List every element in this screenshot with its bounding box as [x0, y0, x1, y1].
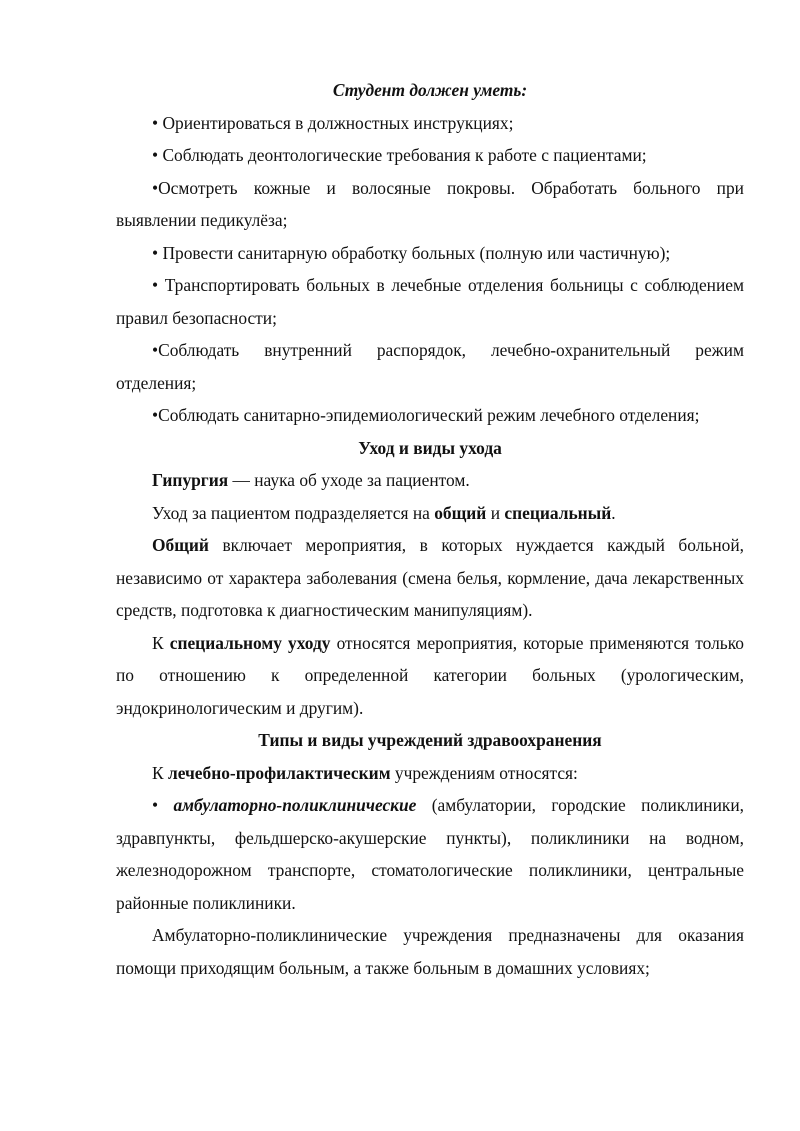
bullet-icon: •	[152, 405, 159, 425]
general-care-paragraph: Общий включает мероприятия, в которых нуждается каждый больной, независимо от характера заболевания (смена белья, кормление, дача лекарственных средств, подготовка к диагностическим манипуляциям).	[116, 535, 744, 620]
skill-item: •Соблюдать санитарно-эпидемиологический режим лечебного отделения;	[152, 405, 700, 425]
special-care-paragraph: К специальному уходу относятся мероприятия, которые применяются только по отношению к определенной категории больных (урологическим, эндокринологическим и другим).	[116, 632, 744, 718]
care-division: Уход за пациентом подразделяется на общий и специальный.	[152, 502, 616, 523]
skill-item: •Соблюдать внутренний распорядок, лечебно-охранительный режим отделения;	[116, 340, 744, 393]
skill-item: • Соблюдать деонтологические требования к работе с пациентами;	[152, 145, 647, 165]
institutions-heading: Типы и виды учреждений здравоохранения	[258, 730, 602, 750]
skill-item: • Провести санитарную обработку больных (полную или частичную);	[152, 242, 671, 263]
care-heading: Уход и виды ухода	[358, 437, 502, 458]
institutions-intro: К лечебно-профилактическим учреждениям относятся:	[152, 762, 578, 783]
bullet-icon: •	[152, 177, 159, 198]
skills-heading: Студент должен уметь:	[332, 80, 528, 100]
care-definition: Гипургия — наука об уходе за пациентом.	[152, 470, 470, 490]
institutions-bullet-item: • амбулаторно-поликлинические (амбулатории, городские поликлиники, здравпункты, фельдшерско-акушерские пункты), поликлиники на водном, железнодорожном транспорте, стоматологические поликлиники, центральные районные поликлиники.	[116, 795, 744, 913]
term-gipurgia: Гипургия	[152, 470, 229, 490]
skill-item: • Ориентироваться в должностных инструкциях;	[152, 112, 514, 133]
bullet-icon: •	[152, 275, 159, 295]
bullet-icon: •	[152, 112, 159, 133]
bullet-icon: •	[152, 242, 159, 263]
document-page	[116, 74, 744, 984]
bullet-icon: •	[152, 340, 159, 360]
skill-item: •Осмотреть кожные и волосяные покровы. Обработать больного при выявлении педикулёза;	[116, 177, 744, 230]
outpatient-purpose-paragraph: Амбулаторно-поликлинические учреждения предназначены для оказания помощи приходящим больным, а также больным в домашних условиях;	[116, 925, 744, 978]
skill-item: • Транспортировать больных в лечебные отделения больницы с соблюдением правил безопасности;	[116, 275, 744, 328]
bullet-icon: •	[152, 145, 159, 165]
bullet-icon: •	[152, 795, 159, 815]
